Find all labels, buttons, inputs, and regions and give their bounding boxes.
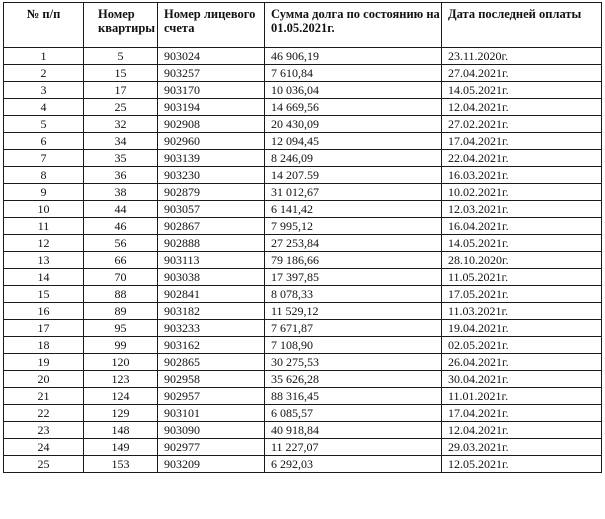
cell-last-payment: 17.04.2021г. [442,405,602,422]
cell-num: 22 [4,405,84,422]
cell-num: 4 [4,99,84,116]
cell-last-payment: 26.04.2021г. [442,354,602,371]
cell-account: 903057 [158,201,265,218]
cell-num: 10 [4,201,84,218]
cell-apartment: 148 [84,422,158,439]
header-row [4,3,602,48]
cell-last-payment: 28.10.2020г. [442,252,602,269]
cell-num: 7 [4,150,84,167]
cell-last-payment: 19.04.2021г. [442,320,602,337]
cell-account: 903101 [158,405,265,422]
cell-apartment: 149 [84,439,158,456]
table-row [4,65,602,82]
cell-last-payment: 12.03.2021г. [442,201,602,218]
cell-account: 903194 [158,99,265,116]
cell-debt: 7 610,84 [265,65,442,82]
table-body [4,48,602,473]
cell-apartment: 70 [84,269,158,286]
cell-debt: 7 995,12 [265,218,442,235]
cell-num: 9 [4,184,84,201]
cell-apartment: 36 [84,167,158,184]
cell-last-payment: 30.04.2021г. [442,371,602,388]
cell-debt: 14 207.59 [265,167,442,184]
cell-apartment: 123 [84,371,158,388]
cell-num: 20 [4,371,84,388]
cell-last-payment: 17.04.2021г. [442,133,602,150]
cell-debt: 6 141,42 [265,201,442,218]
cell-num: 16 [4,303,84,320]
cell-account: 903090 [158,422,265,439]
cell-apartment: 88 [84,286,158,303]
table-row [4,252,602,269]
cell-account: 903024 [158,48,265,65]
cell-num: 18 [4,337,84,354]
cell-apartment: 124 [84,388,158,405]
cell-apartment: 95 [84,320,158,337]
cell-last-payment: 27.04.2021г. [442,65,602,82]
cell-account: 902865 [158,354,265,371]
cell-last-payment: 11.05.2021г. [442,269,602,286]
cell-apartment: 46 [84,218,158,235]
cell-last-payment: 02.05.2021г. [442,337,602,354]
table-row [4,269,602,286]
cell-num: 14 [4,269,84,286]
cell-apartment: 120 [84,354,158,371]
cell-account: 903038 [158,269,265,286]
cell-apartment: 5 [84,48,158,65]
cell-debt: 12 094,45 [265,133,442,150]
table-row [4,371,602,388]
cell-apartment: 34 [84,133,158,150]
table-row [4,286,602,303]
cell-apartment: 89 [84,303,158,320]
cell-last-payment: 12.04.2021г. [442,99,602,116]
cell-last-payment: 22.04.2021г. [442,150,602,167]
table-row [4,150,602,167]
table-row [4,184,602,201]
cell-apartment: 17 [84,82,158,99]
cell-num: 5 [4,116,84,133]
table-header [4,3,602,48]
cell-debt: 11 529,12 [265,303,442,320]
header-account: Номер лицевого счета [158,3,265,48]
cell-debt: 6 292,03 [265,456,442,473]
header-debt: Сумма долга по состоянию на 01.05.2021г. [265,3,442,48]
cell-account: 902908 [158,116,265,133]
table-row [4,456,602,473]
cell-debt: 40 918,84 [265,422,442,439]
table-row [4,337,602,354]
cell-apartment: 32 [84,116,158,133]
cell-debt: 27 253,84 [265,235,442,252]
cell-apartment: 25 [84,99,158,116]
cell-num: 13 [4,252,84,269]
cell-account: 903182 [158,303,265,320]
table-row [4,320,602,337]
cell-num: 19 [4,354,84,371]
cell-last-payment: 23.11.2020г. [442,48,602,65]
cell-apartment: 35 [84,150,158,167]
cell-debt: 8 078,33 [265,286,442,303]
cell-last-payment: 12.05.2021г. [442,456,602,473]
cell-num: 25 [4,456,84,473]
header-last-payment: Дата последней оплаты [442,3,602,48]
table-row [4,116,602,133]
table-row [4,48,602,65]
cell-apartment: 99 [84,337,158,354]
cell-apartment: 15 [84,65,158,82]
cell-num: 8 [4,167,84,184]
cell-apartment: 38 [84,184,158,201]
cell-last-payment: 11.03.2021г. [442,303,602,320]
table-row [4,405,602,422]
cell-account: 903230 [158,167,265,184]
cell-debt: 35 626,28 [265,371,442,388]
cell-last-payment: 17.05.2021г. [442,286,602,303]
cell-num: 1 [4,48,84,65]
cell-debt: 46 906,19 [265,48,442,65]
cell-last-payment: 14.05.2021г. [442,235,602,252]
cell-debt: 7 671,87 [265,320,442,337]
header-num: № п/п [4,3,84,48]
cell-debt: 79 186,66 [265,252,442,269]
cell-num: 3 [4,82,84,99]
cell-apartment: 129 [84,405,158,422]
table-row [4,167,602,184]
table-row [4,99,602,116]
cell-account: 903113 [158,252,265,269]
cell-num: 21 [4,388,84,405]
cell-num: 11 [4,218,84,235]
cell-debt: 7 108,90 [265,337,442,354]
cell-last-payment: 10.02.2021г. [442,184,602,201]
cell-last-payment: 16.04.2021г. [442,218,602,235]
cell-num: 15 [4,286,84,303]
cell-last-payment: 11.01.2021г. [442,388,602,405]
cell-account: 903139 [158,150,265,167]
cell-debt: 31 012,67 [265,184,442,201]
cell-account: 903257 [158,65,265,82]
cell-debt: 17 397,85 [265,269,442,286]
cell-num: 6 [4,133,84,150]
table-row [4,235,602,252]
cell-debt: 88 316,45 [265,388,442,405]
table-row [4,303,602,320]
cell-account: 902867 [158,218,265,235]
cell-account: 902977 [158,439,265,456]
cell-num: 24 [4,439,84,456]
cell-account: 903162 [158,337,265,354]
cell-account: 902960 [158,133,265,150]
cell-last-payment: 12.04.2021г. [442,422,602,439]
cell-num: 2 [4,65,84,82]
cell-account: 902958 [158,371,265,388]
cell-account: 903209 [158,456,265,473]
cell-last-payment: 14.05.2021г. [442,82,602,99]
cell-last-payment: 29.03.2021г. [442,439,602,456]
cell-apartment: 66 [84,252,158,269]
debt-table [3,2,602,473]
cell-last-payment: 16.03.2021г. [442,167,602,184]
table-row [4,133,602,150]
header-apartment: Номер квартиры [84,3,158,48]
cell-debt: 8 246,09 [265,150,442,167]
table-row [4,354,602,371]
table-row [4,422,602,439]
cell-account: 903170 [158,82,265,99]
cell-num: 12 [4,235,84,252]
cell-debt: 14 669,56 [265,99,442,116]
cell-debt: 10 036,04 [265,82,442,99]
table-row [4,82,602,99]
cell-apartment: 153 [84,456,158,473]
table-row [4,201,602,218]
cell-apartment: 44 [84,201,158,218]
table-row [4,439,602,456]
cell-debt: 6 085,57 [265,405,442,422]
cell-account: 902841 [158,286,265,303]
cell-account: 902957 [158,388,265,405]
cell-account: 902888 [158,235,265,252]
cell-debt: 11 227,07 [265,439,442,456]
cell-last-payment: 27.02.2021г. [442,116,602,133]
cell-num: 23 [4,422,84,439]
cell-account: 903233 [158,320,265,337]
table-row [4,388,602,405]
cell-num: 17 [4,320,84,337]
cell-account: 902879 [158,184,265,201]
cell-debt: 30 275,53 [265,354,442,371]
table-row [4,218,602,235]
cell-debt: 20 430,09 [265,116,442,133]
cell-apartment: 56 [84,235,158,252]
